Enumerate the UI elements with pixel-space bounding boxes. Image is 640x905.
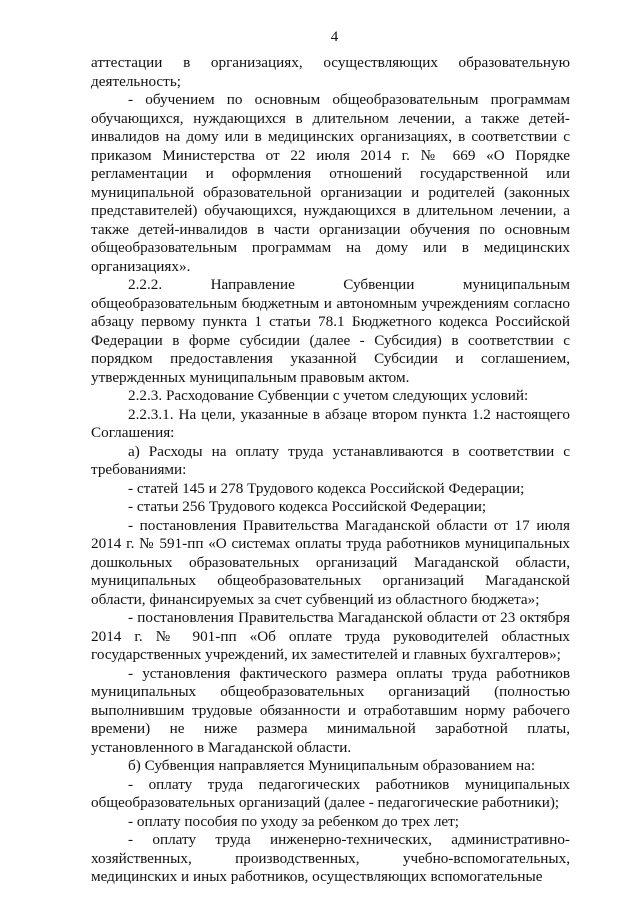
paragraph-home-education: - обучением по основным общеобразовательным программам обучающихся, нуждающихся в длительном лечении, а также детей-инвалидов на дому или в медицинских организациях, в соответствии с приказом Министерства от 22 июля 2014 г. № 669 «О Порядке регламентации и оформления отношений государственной или муниципальной образовательной организации и родителей (законных представителей) обучающихся, нуждающихся в длительном лечении, а также детей-инвалидов в части организации обучения по основным общеобразовательным программам на дому или в медицинских организациях». xyxy=(91,91,570,275)
paragraph-attestation-end: аттестации в организациях, осуществляющих образовательную деятельность; xyxy=(91,54,570,90)
list-item-article-256: - статьи 256 Трудового кодекса Российской Федерации; xyxy=(128,498,487,515)
list-item-articles-145-278: - статей 145 и 278 Трудового кодекса Российской Федерации; xyxy=(128,479,525,497)
list-item-childcare-allowance: - оплату пособия по уходу за ребенком до трех лет; xyxy=(128,812,460,830)
paragraph-item-a: а) Расходы на оплату труда устанавливаются в соответствии с требованиями: xyxy=(91,442,570,478)
list-item-resolution-901: - постановления Правительства Магаданской области от 23 октября 2014 г. № 901-пп «Об оплате труда руководителей областных государственных учреждений, их заместителей и главных бухгалтеров»; xyxy=(91,609,570,663)
list-item-support-staff-pay: - оплату труда инженерно-технических, административно-хозяйственных, производственных, учебно-вспомогательных, медицинских и иных работников, осуществляющих вспомогательные xyxy=(91,831,570,885)
paragraph-2-2-3: 2.2.3. Расходование Субвенции с учетом следующих условий: xyxy=(128,387,529,404)
paragraph-item-b: б) Субвенция направляется Муниципальным образованием на: xyxy=(128,757,536,774)
paragraph-2-2-2: 2.2.2. Направление Субвенции муниципальным общеобразовательным бюджетным и автономным учреждениям согласно абзацу первому пункта 1 статьи 78.1 Бюджетного кодекса Российской Федерации в форме субсидии (далее - Субсидия) в соответствии с порядком предоставления указанной Субсидии и соглашением, утвержденных муниципальным правовым актом. xyxy=(91,276,570,386)
list-item-teachers-pay: - оплату труда педагогических работников муниципальных общеобразовательных организаций (далее - педагогические работники); xyxy=(91,775,570,811)
list-item-minimum-wage: - установления фактического размера оплаты труда работников муниципальных общеобразовательных организаций (полностью выполнившим трудовые обязанности и отработавшим норму рабочего времени) не ниже размера минимальной заработной платы, установленного в Магаданской области. xyxy=(91,664,570,756)
list-item-resolution-591: - постановления Правительства Магаданской области от 17 июля 2014 г. № 591-пп «О системах оплаты труда работников муниципальных дошкольных образовательных организаций Магаданской области, муниципальных общеобразовательных организаций Магаданской области, финансируемых за счет субвенций из областного бюджета»; xyxy=(91,516,570,608)
document-body xyxy=(91,54,570,887)
page-number: 4 xyxy=(330,29,339,45)
paragraph-2-2-3-1: 2.2.3.1. На цели, указанные в абзаце втором пункта 1.2 настоящего Соглашения: xyxy=(91,405,570,441)
